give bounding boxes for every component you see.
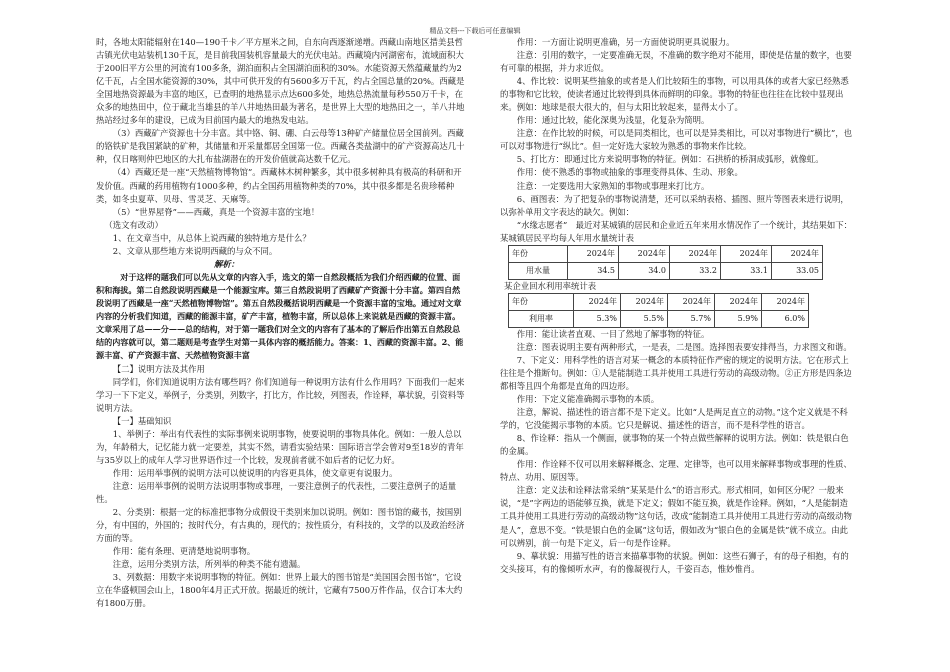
paragraph: 注意：定义法和诠释法常采纳“某某是什么”的语言形式。形式相同，如何区分呢？一般来说，“是”字两边的语能够互换，就是下定义；假如不能互换，就是作诠释。例如，“人是能制造工具并使用工具进行劳动的高级动物”这句话，改成“能制造工具并使用工具进行劳动的高级动物是人”，意思不变。“铁是银白色的金属”这句话，假如改为“银白色的金属是铁”就不成立。由此可以辨别，前一句是下定义，后一句是作诠释。: [500, 485, 852, 548]
paragraph: 注意，运用分类别方法，所列举的种类不能有遗漏。: [112, 559, 306, 570]
table-cell: 2024年: [715, 293, 762, 310]
paragraph: 注意：引用的数字，一定要准确无误，不准确的数字绝对不能用，即使是估量的数字，也要有可靠的根据，并力求近似。: [500, 50, 852, 74]
table-cell: 2024年: [574, 293, 621, 310]
page-header: 精品文档---下载后可任意编辑: [429, 27, 521, 35]
table-cell: 2024年: [762, 293, 809, 310]
analysis-body: 对于这样的题我们可以先从文章的内容入手，选文的第一自然段概括为我们介绍西藏的位置、面积和海拔。第二自然段说明西藏是一个能源宝库。第三自然段说明了西藏矿产资源十分丰富。第四自然段说明了西藏是一座“天然植物博物馆”。第五自然段概括说明西藏是一个资源丰富的宝地。通过对文章内容的分析我们知道，西藏的能源丰富，矿产丰富，植物丰富，所以总体上来说就是西藏的资源丰富。文章采用了总——分——总的结构，对于第一题我们对全文的内容有了基本的了解后作出第五自然段总结的内容就可以，第二题则是考查学生对第一具体内容的概括能力。答案：1、西藏的资源丰富。2、能源丰富、矿产资源丰富、天然植物资源丰富: [96, 271, 464, 361]
table-cell: 6.0%: [762, 310, 809, 327]
paragraph: （4）西藏还是一座“天然植物博物馆”。西藏林木树种繁多，其中很多树种具有极高的科研和开发价值。西藏的药用植物有1000多种，约占全国药用植物种类的70%，其中很多都是名贵珍稀种类，如冬虫夏草、贝母、雪灵芝、天麻等。: [96, 167, 462, 204]
analysis-title: 解析：: [214, 258, 240, 269]
paragraph: 作用：能让读者直观、一目了然地了解事物的特征。: [516, 328, 710, 339]
paragraph: 作用：通过比较，能化深奥为浅显，化复杂为简明。: [516, 115, 710, 126]
table-cell: 2024年: [568, 245, 619, 262]
section-title: 【一】基础知识: [112, 415, 172, 426]
table-cell: 2024年: [772, 245, 823, 262]
paragraph: 7、下定义：用科学性的语言对某一概念的本质特征作严密的规定的说明方法。它在形式上往往是个推断句。例如：①人是能制造工具并使用工具进行劳动的高级动物。②正方形是四条边都相等且四个角都是直角的四边形。: [500, 354, 852, 391]
paragraph: 6、画图表：为了把复杂的事物说清楚，还可以采纳表格、插图、照片等图表来进行说明，以弥补单用文字表达的缺欠。例如：: [500, 193, 849, 217]
paragraph: （3）西藏矿产资源也十分丰富。其中铬、铜、硼、白云母等13种矿产储量位居全国前列。西藏的铬铁矿是我国紧缺的矿种，其储量和开采量都居全国第一位。西藏各类盐湖中的矿产资源高达几十种，仅日喀则仲巴地区的大扎布盐湖潜在的开发价值就高达数千亿元。: [96, 128, 465, 165]
table-cell: 2024年: [668, 293, 715, 310]
right-column: [500, 36, 852, 576]
table-cell: 用水量: [509, 262, 568, 279]
paragraph: 作用：一方面让说明更准确，另一方面使说明更具说服力。: [516, 37, 735, 47]
paragraph: 作用：下定义能准确揭示事物的本质。: [516, 394, 660, 405]
table-cell: 2024年: [670, 245, 721, 262]
table-cell: 33.1: [721, 262, 772, 279]
table-cell: 33.2: [670, 262, 721, 279]
paragraph: 同学们，你们知道说明方法有哪些吗？你们知道每一种说明方法有什么作用吗？下面我们一起来学习一下下定义，举例子，分类别，列数字，打比方，作比较，列图表，作诠释，摹状貌，引资料等说明方法。: [96, 376, 465, 413]
table-cell: 利用率: [509, 310, 574, 327]
paragraph: 8、作诠释：指从一个侧面，就事物的某一个特点做些解释的说明方法。例如：铁是银白色的金属。: [500, 433, 849, 457]
table-row: [509, 310, 809, 327]
paragraph: 作用：使不熟悉的事物或抽象的事理变得具体、生动、形象。: [516, 167, 743, 178]
paragraph: （选文有改动）: [104, 219, 164, 230]
table-2-title: 某企业回水利用率统计表: [504, 280, 597, 291]
table-cell: 5.5%: [621, 310, 668, 327]
left-column: [96, 36, 466, 610]
paragraph: 5、打比方：即通过比方来说明事物的特征。例如：石拱桥的桥洞成弧形，就像虹。: [516, 154, 824, 165]
table-1-title: 某城镇居民平均每人年用水量统计表: [500, 232, 634, 243]
table-cell: 2024年: [619, 245, 670, 262]
paragraph: 3、列数据：用数字来说明事物的特征。例如：世界上最大的图书馆是“美国国会图书馆”，它设立在华盛顿国会山上，1800年4月正式开放。据最近的统计，它藏有7500万件作品，仅合订本大约有1800万册。: [96, 572, 463, 609]
table-cell: 33.05: [772, 262, 823, 279]
paragraph: “水缘志愿者” 最近对某城镇的居民和企业近五年来用水情况作了一个统计，其结果如下：: [516, 219, 852, 230]
question-2: 2、文章从那些地方来说明西藏的与众不同。: [112, 245, 278, 256]
paragraph: 注意：运用举事例的说明方法说明事物或事理，一要注意例子的代表性，二要注意例子的适量性。: [96, 480, 457, 504]
table-cell: 5.3%: [574, 310, 621, 327]
paragraph: 2、分类别：根据一定的标准把事物分成假设干类别来加以说明。例如：图书馆的藏书，按国别分，有中国的，外国的；按时代分，有古典的，现代的；按性质分，有科技的，文学的以及政治经济方面的等。: [96, 507, 465, 544]
table-cell: 2024年: [621, 293, 668, 310]
table-row: [509, 293, 809, 310]
paragraph: 9、摹状貌：用描写性的语言来描摹事物的状貌。例如：这些石狮子，有的母子相抱，有的交头接耳，有的像倾听水声，有的像凝视行人，千姿百态，惟妙惟肖。: [500, 550, 849, 574]
table-cell: 年份: [509, 293, 574, 310]
water-reuse-table: [508, 293, 809, 328]
paragraph: 作用：作诠释不仅可以用来解释概念、定理、定律等，也可以用来解释事物或事理的性质、特点、功用、原因等。: [500, 459, 852, 483]
table-row: [509, 245, 823, 262]
water-usage-table: [508, 245, 823, 280]
paragraph: 注意：在作比较的时候，可以是同类相比，也可以是异类相比，可以对事物进行“横比”，也可以对事物进行“纵比”。但一定好选大家较为熟悉的事物来作比较。: [500, 128, 852, 152]
paragraph: 作用：运用举事例的说明方法可以使说明的内容更具体，使文章更有说服力。: [112, 467, 398, 478]
table-cell: 年份: [509, 245, 568, 262]
table-cell: 34.5: [568, 262, 619, 279]
paragraph: 注意：一定要选用大家熟知的事物或事理来打比方。: [516, 180, 710, 191]
paragraph: 1、举例子：举出有代表性的实际事例来说明事物，使要说明的事物具体化。例如：一般人总以为，年龄稍大，记忆能力就一定要差，其实不然，请看实验结果：国际语言学会曾对9至18岁的青年与35岁以上的成年人学习世界语作过一个比较，发现前者就不如后者的记忆力好。: [96, 428, 464, 465]
table-cell: 34.0: [619, 262, 670, 279]
paragraph: 注意，解说、描述性的语言都不是下定义。比如“人是两足直立的动物。”这个定义就是不科学的，它没能揭示事物的本质。它只是解说、描述性的语言，而不是科学性的语言。: [500, 407, 848, 431]
question-1: 1、在文章当中，从总体上说西藏的独特地方是什么？: [112, 232, 311, 243]
paragraph: 注意：图表说明主要有两种形式，一是表，二是图。选择图表要安排得当，力求图文和谐。: [516, 341, 852, 352]
section-title: 【二】说明方法及其作用: [112, 363, 205, 374]
paragraph: 作用：能有条理、更清楚地说明事物。: [112, 546, 256, 557]
paragraph: 4、作比较：说明某些抽象的或者是人们比较陌生的事物，可以用具体的或者大家已经熟悉的事物和它比较，使读者通过比较得到具体而鲜明的印象。事物的特征也往往在比较中显现出来。例如：地球是很大很大的，但与太阳比较起来，显得太小了。: [500, 76, 849, 113]
table-cell: 5.7%: [668, 310, 715, 327]
paragraph: （5）“世界屋脊”——西藏，真是一个资源丰富的宝地！: [112, 206, 320, 217]
table-cell: 5.9%: [715, 310, 762, 327]
paragraph: 时，各地太阳能辐射在140—190千卡／平方厘米之间，自东向西逐渐递增。西藏山南地区措美县哲古镇光伏电站装机130千瓦，是目前我国装机容量最大的光伏电站。西藏境内河湖密布，流域面积大于200旧平方公里的河流有100多条，湖泊面积占全国湖泊面积的30%。水能资源天然蕴藏量约为2亿千瓦，占全国水能资源的30%，其中可供开发的有5600多万千瓦，约占全国总量的20%。西藏是全国地热资源最为丰富的地区，已查明的地热显示点达600多处，地热总热流量每秒550万千卡，在众多的地热田中，位于藏北当雄县的羊八井地热田最为著名，是世界上大型的地热田之一，羊八井地热站经过多年的建设，已成为目前国内最大的地热发电站。: [96, 37, 465, 126]
table-row: [509, 262, 823, 279]
table-cell: 2024年: [721, 245, 772, 262]
